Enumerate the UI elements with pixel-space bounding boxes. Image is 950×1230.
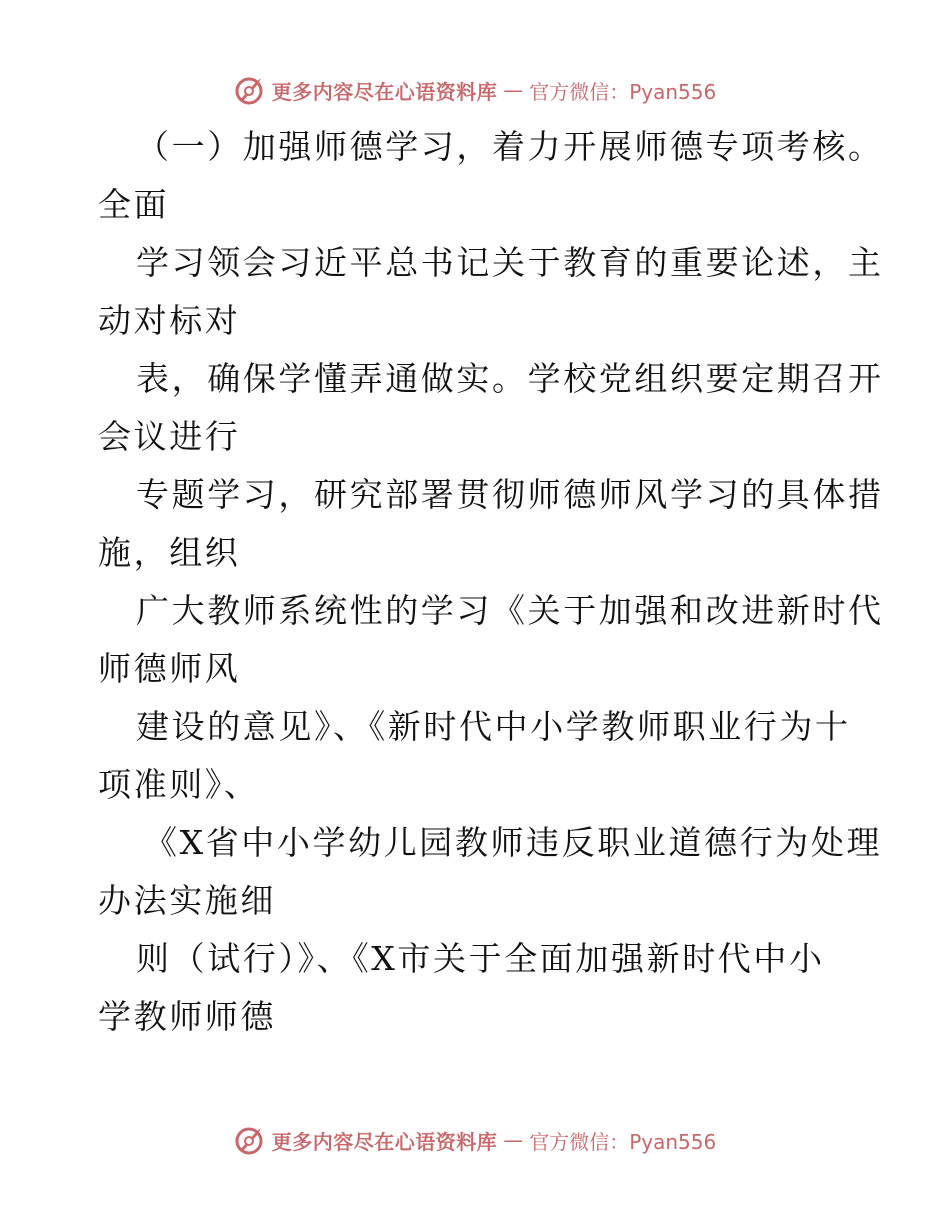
text-line-8: 施，组织 [98,533,241,572]
header-banner [0,70,950,110]
text-line-13: 《X省中小学幼儿园教师违反职业道德行为处理 [144,823,883,862]
text-line-4: 动对标对 [98,301,241,340]
text-line-5: 表，确保学懂弄通做实。学校党组织要定期召开 [136,359,884,398]
pen-logo-icon [234,74,266,106]
text-line-11: 建设的意见》、《新时代中小学教师职业行为十 [136,707,851,746]
footer-banner [0,1120,950,1160]
text-line-2: 全面 [98,185,170,224]
text-line-14: 办法实施细 [98,881,276,920]
text-line-15: 则（试行）》、《X市关于全面加强新时代中小 [136,939,825,978]
footer-banner-separator: — [503,1128,524,1152]
text-line-3: 学习领会习近平总书记关于教育的重要论述，主 [136,243,884,282]
text-line-12: 项准则》、 [98,765,260,804]
header-banner-text: 更多内容尽在心语资料库 [271,79,498,104]
text-line-9: 广大教师系统性的学习《关于加强和改进新时代 [136,591,884,630]
header-banner-wechat: 官方微信：Pyan556 [529,79,717,104]
header-banner-separator: — [503,78,524,102]
pen-logo-icon [234,1124,266,1156]
document-body [98,118,884,1046]
text-line-1: （一）加强师德学习，着力开展师德专项考核。 [136,127,884,166]
text-line-7: 专题学习，研究部署贯彻师德师风学习的具体措 [136,475,884,514]
text-line-16: 学教师师德 [98,997,276,1036]
footer-banner-text: 更多内容尽在心语资料库 [271,1129,498,1154]
text-line-10: 师德师风 [98,649,241,688]
footer-banner-wechat: 官方微信：Pyan556 [529,1129,717,1154]
text-line-6: 会议进行 [98,417,241,456]
